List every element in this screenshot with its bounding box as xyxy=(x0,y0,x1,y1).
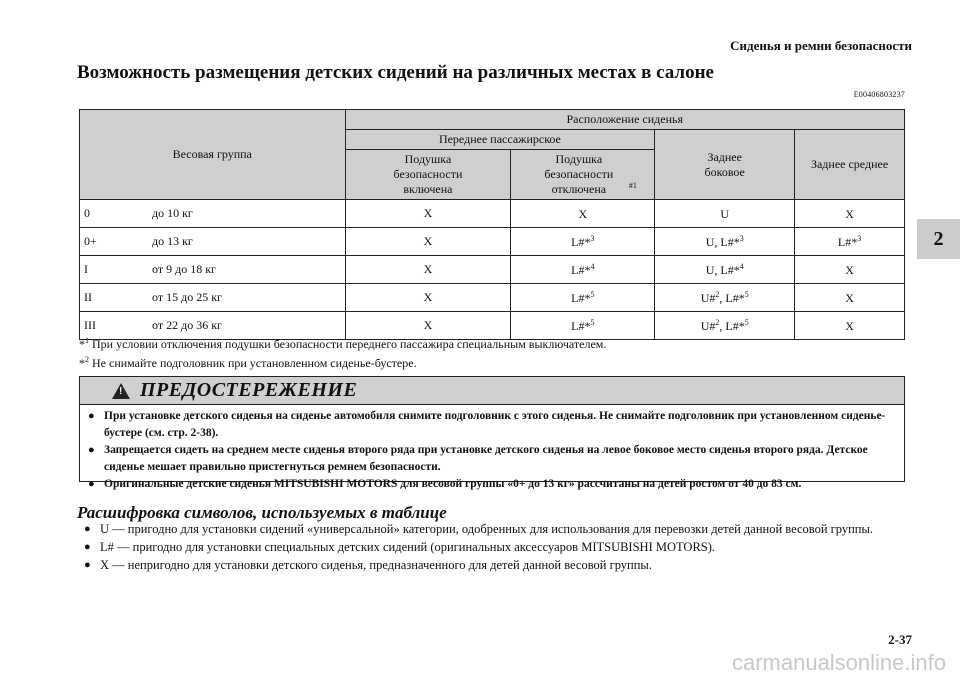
legend-list xyxy=(84,520,904,574)
header-airbag-off: Подушка безопасности отключена $^{\#1}$ xyxy=(511,150,655,200)
header-weight-group: Весовая группа xyxy=(80,110,346,200)
child-seat-table xyxy=(79,109,905,340)
bullet-icon: ● xyxy=(88,410,95,422)
cell-airbag-off: L#*$^5$ xyxy=(511,312,655,340)
cell-weight-group: 0+ до 13 кг xyxy=(80,228,346,256)
bullet-icon: ● xyxy=(84,523,91,535)
cell-rear-side: U#$^2$, L#*$^5$ xyxy=(655,312,795,340)
table-row xyxy=(80,284,905,312)
header-seat-location: Расположение сиденья xyxy=(345,110,904,130)
table-row xyxy=(80,228,905,256)
legend-item: ● U — пригодно для установки сидений «универсальной» категории, одобренных для использования для перевозки детей данной весовой группы. xyxy=(84,522,874,536)
header-rear-center: Заднее среднее xyxy=(795,130,905,200)
cell-rear-side: U xyxy=(655,200,795,228)
cell-rear-center: L#*$^3$ xyxy=(795,228,905,256)
page-title: Возможность размещения детских сидений на различных местах в салоне xyxy=(77,62,714,83)
cell-rear-center: X xyxy=(795,284,905,312)
footnote: *$^1$ При условии отключения подушки безопасности переднего пассажира специальным выключателем. xyxy=(79,336,607,351)
cell-airbag-off: L#*$^4$ xyxy=(511,256,655,284)
cell-weight-group: I от 9 до 18 кг xyxy=(80,256,346,284)
cell-rear-center: X xyxy=(795,256,905,284)
cell-airbag-on: X xyxy=(345,256,511,284)
warning-header xyxy=(80,377,904,405)
footnote: *$^2$ Не снимайте подголовник при установленном сиденье-бустере. xyxy=(79,355,417,370)
section-header: Сиденья и ремни безопасности xyxy=(730,38,912,53)
bullet-icon: ● xyxy=(84,559,91,571)
table-row xyxy=(80,200,905,228)
section-tab: 2 xyxy=(917,219,960,259)
watermark: carmanualsonline.info xyxy=(731,650,946,675)
cell-rear-side: U, L#*$^4$ xyxy=(655,256,795,284)
warning-triangle-icon xyxy=(112,383,130,399)
header-rear-side: Заднее боковое xyxy=(655,130,795,200)
cell-weight-group: 0 до 10 кг xyxy=(80,200,346,228)
warning-item: ● Оригинальные детские сиденья MITSUBISHI MOTORS для весовой группы «0+ до 13 кг» рассчитаны на детей ростом от 40 до 83 см. xyxy=(88,476,896,493)
warning-list xyxy=(80,405,904,493)
cell-rear-center: X xyxy=(795,312,905,340)
cell-airbag-on: X xyxy=(345,228,511,256)
bullet-icon: ● xyxy=(88,444,95,456)
header-front-passenger: Переднее пассажирское xyxy=(345,130,655,150)
warning-item: ● Запрещается сидеть на среднем месте сиденья второго ряда при установке детского сиденья на левое боковое место сиденья второго ряда. Детское сиденье мешает правильно пристегнуться ремнем безопасности. xyxy=(88,444,868,473)
cell-rear-center: X xyxy=(795,200,905,228)
cell-airbag-off: L#*$^3$ xyxy=(511,228,655,256)
warning-box xyxy=(79,376,905,490)
legend-title: Расшифровка символов, используемых в таблице xyxy=(77,503,447,522)
cell-airbag-on: X xyxy=(345,312,511,340)
table-row xyxy=(80,256,905,284)
document-code: E00406803237 xyxy=(853,90,905,99)
cell-rear-side: U#$^2$, L#*$^5$ xyxy=(655,284,795,312)
cell-rear-side: U, L#*$^3$ xyxy=(655,228,795,256)
header-airbag-on: Подушка безопасности включена xyxy=(345,150,511,200)
cell-weight-group: III от 22 до 36 кг xyxy=(80,312,346,340)
cell-airbag-off: X xyxy=(511,200,655,228)
cell-airbag-on: X xyxy=(345,284,511,312)
bullet-icon: ● xyxy=(88,478,95,490)
bullet-icon: ● xyxy=(84,541,91,553)
cell-airbag-on: X xyxy=(345,200,511,228)
legend-item: ● L# — пригодно для установки специальных детских сидений (оригинальных аксессуаров MITSUBISHI MOTORS). xyxy=(84,540,716,554)
footnotes xyxy=(79,333,606,371)
warning-title: ПРЕДОСТЕРЕЖЕНИЕ xyxy=(140,379,358,401)
cell-airbag-off: L#*$^5$ xyxy=(511,284,655,312)
cell-weight-group: II от 15 до 25 кг xyxy=(80,284,346,312)
legend-item: ● X — непригодно для установки детского сиденья, предназначенного для детей данной весовой группы. xyxy=(84,558,652,572)
warning-item: ● При установке детского сиденья на сиденье автомобиля снимите подголовник с этого сиденья. Не снимайте подголовник при установленном сиденье-бустере (см. стр. 2-38). xyxy=(88,410,886,439)
page-number: 2-37 xyxy=(888,632,912,647)
